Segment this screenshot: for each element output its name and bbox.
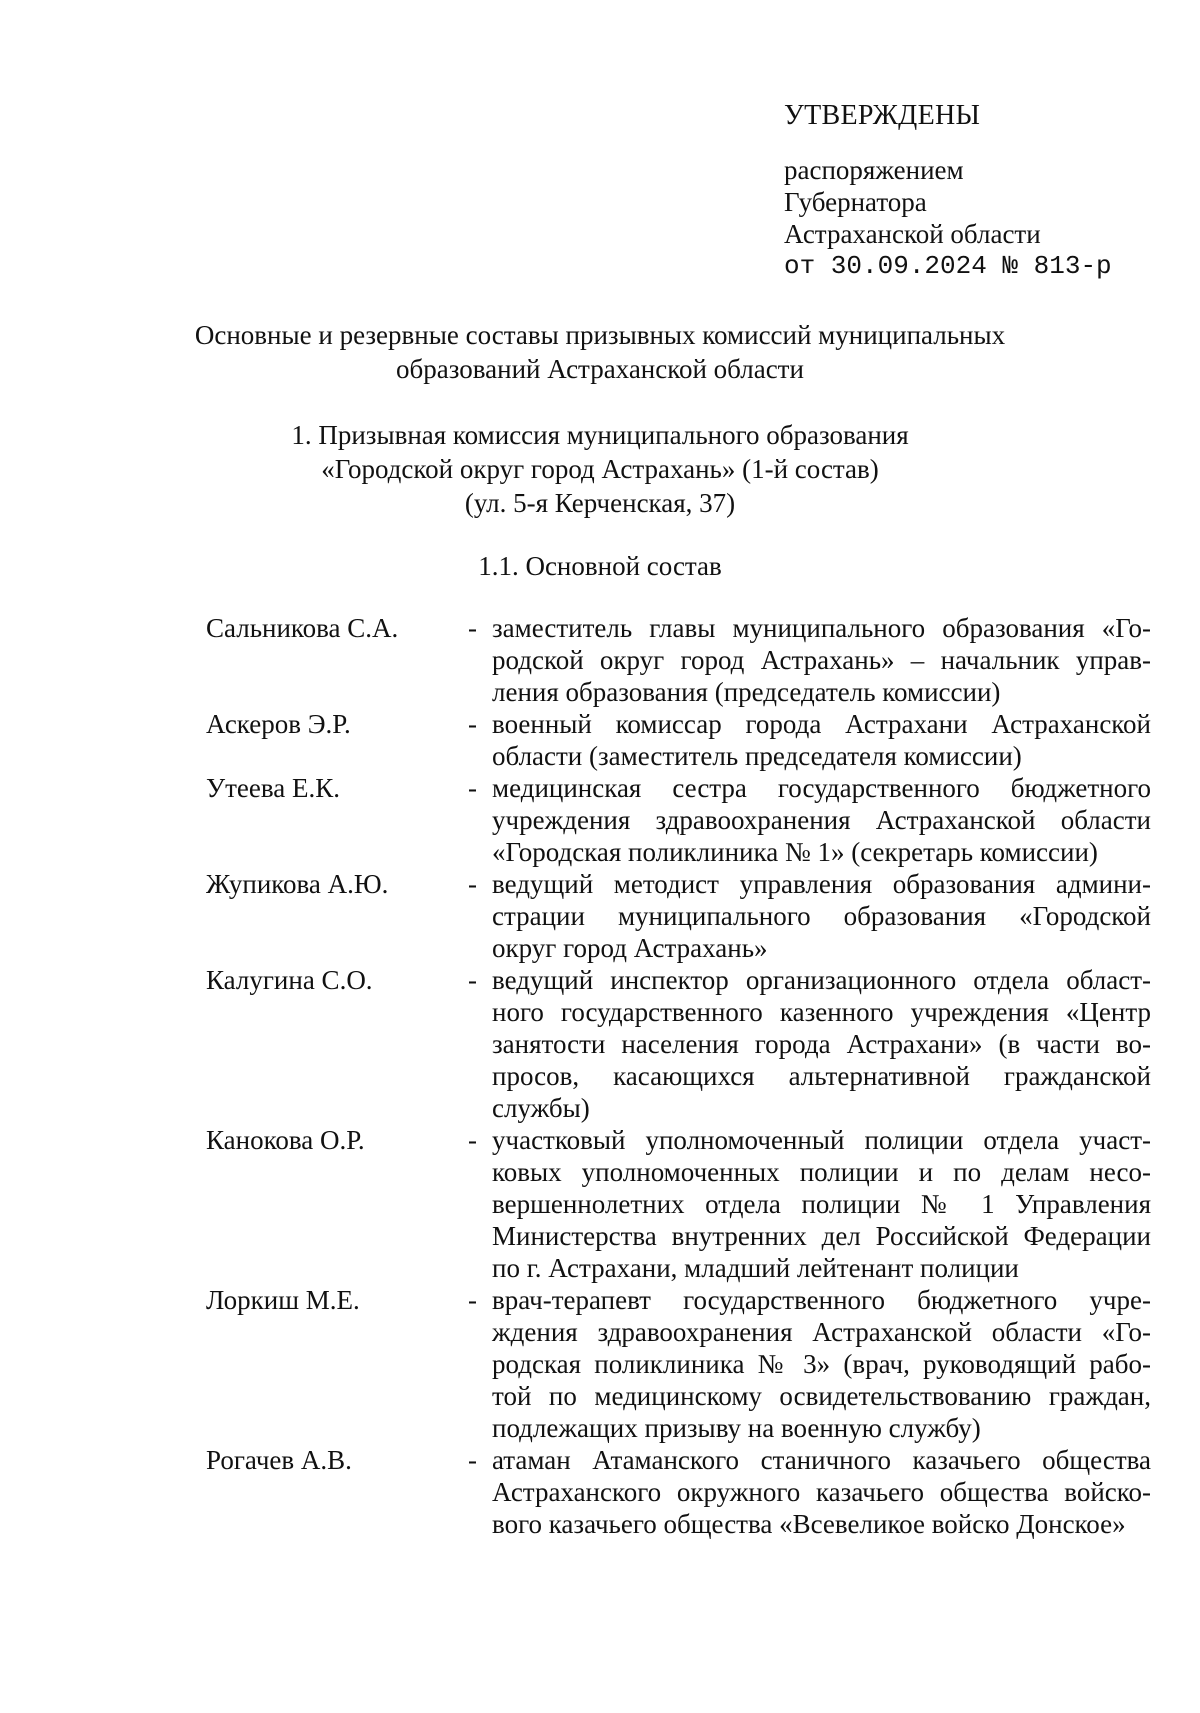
member-role-line: участковый уполномоченный полиции отдела участ- [492, 1125, 1151, 1155]
member-role [492, 612, 1151, 708]
approval-stamp-block [784, 100, 1164, 282]
document-title-line-1: Основные и резервные составы призывных комиссий муниципальных [194, 320, 1006, 350]
member-dash: - [468, 773, 477, 803]
member-role-line: вого казачьего общества «Всевеликое войско Донское» [492, 1509, 1126, 1539]
member-dash: - [468, 709, 477, 739]
member-role [492, 1444, 1151, 1540]
member-role-line: Министерства внутренних дел Российской Федерации [492, 1221, 1151, 1251]
member-row [206, 964, 1151, 1124]
approval-heading: УТВЕРЖДЕНЫ [784, 100, 981, 131]
approval-line-1: распоряжением [784, 155, 964, 185]
section-title [160, 418, 1040, 520]
member-role-line: заместитель главы муниципального образования «Го- [492, 613, 1151, 643]
member-name: Канокова О.Р. [206, 1125, 365, 1155]
member-role-line: ного государственного казенного учреждения «Центр [492, 997, 1151, 1027]
member-role-line: «Городская поликлиника № 1» (секретарь комиссии) [492, 837, 1098, 867]
member-role [492, 708, 1151, 772]
member-row [206, 772, 1151, 868]
member-role-line: медицинская сестра государственного бюджетного [492, 773, 1151, 803]
member-role-line: родской округ город Астрахань» – начальник управ- [492, 645, 1151, 675]
approval-date-number: от 30.09.2024 № 813-р [784, 251, 1112, 281]
member-role-line: занятости населения города Астрахани» (в части во- [492, 1029, 1151, 1059]
document-title [160, 318, 1040, 386]
member-role-line: округ город Астрахань» [492, 933, 768, 963]
section-title-line-1: 1. Призывная комиссия муниципального образования [291, 420, 909, 450]
member-role-line: страции муниципального образования «Городской [492, 901, 1151, 931]
member-role-line: ведущий методист управления образования админи- [492, 869, 1151, 899]
member-name: Лоркиш М.Е. [206, 1285, 360, 1315]
member-row [206, 1124, 1151, 1284]
member-role-line: той по медицинскому освидетельствованию граждан, [492, 1381, 1151, 1411]
member-role-line: ждения здравоохранения Астраханской области «Го- [492, 1317, 1151, 1347]
member-row [206, 708, 1151, 772]
member-role-line: атаман Атаманского станичного казачьего общества [492, 1445, 1151, 1475]
member-row [206, 1444, 1151, 1540]
member-role-line: службы) [492, 1093, 590, 1123]
member-name: Утеева Е.К. [206, 773, 341, 803]
approval-line-2: Губернатора [784, 187, 927, 217]
member-name: Рогачев А.В. [206, 1445, 352, 1475]
member-name: Аскеров Э.Р. [206, 709, 351, 739]
member-role [492, 772, 1151, 868]
member-dash: - [468, 1125, 477, 1155]
member-role [492, 1284, 1151, 1444]
member-role-line: по г. Астрахани, младший лейтенант полиции [492, 1253, 1019, 1283]
member-role-line: врач-терапевт государственного бюджетного учре- [492, 1285, 1151, 1315]
member-row [206, 612, 1151, 708]
member-role-line: военный комиссар города Астрахани Астраханской [492, 709, 1151, 739]
member-role-line: родская поликлиника № 3» (врач, руководящий рабо- [492, 1349, 1151, 1379]
document-title-line-2: образований Астраханской области [396, 354, 804, 384]
member-role-line: учреждения здравоохранения Астраханской области [492, 805, 1151, 835]
members-list [206, 612, 1151, 1540]
member-role-line: ведущий инспектор организационного отдела област- [492, 965, 1151, 995]
member-dash: - [468, 1445, 477, 1475]
subsection-title: 1.1. Основной состав [478, 551, 722, 581]
member-dash: - [468, 965, 477, 995]
section-address: (ул. 5-я Керченская, 37) [464, 488, 736, 518]
member-dash: - [468, 613, 477, 643]
member-name: Калугина С.О. [206, 965, 373, 995]
member-role-line: подлежащих призыву на военную службу) [492, 1413, 981, 1443]
member-role-line: вершеннолетних отдела полиции № 1 Управления [492, 1189, 1151, 1219]
member-role-line: Астраханского окружного казачьего общества войско- [492, 1477, 1151, 1507]
member-name: Сальникова С.А. [206, 613, 399, 643]
member-name: Жупикова А.Ю. [206, 869, 389, 899]
member-dash: - [468, 1285, 477, 1315]
member-role-line: просов, касающихся альтернативной гражданской [492, 1061, 1151, 1091]
member-role-line: ления образования (председатель комиссии) [492, 677, 1001, 707]
member-dash: - [468, 869, 477, 899]
member-role-line: области (заместитель председателя комиссии) [492, 741, 1022, 771]
section-title-line-2: «Городской округ город Астрахань» (1-й состав) [321, 454, 879, 484]
member-role [492, 1124, 1151, 1284]
member-row [206, 868, 1151, 964]
member-role-line: ковых уполномоченных полиции и по делам несо- [492, 1157, 1151, 1187]
member-row [206, 1284, 1151, 1444]
approval-line-3: Астраханской области [784, 219, 1041, 249]
member-role [492, 868, 1151, 964]
member-role [492, 964, 1151, 1124]
